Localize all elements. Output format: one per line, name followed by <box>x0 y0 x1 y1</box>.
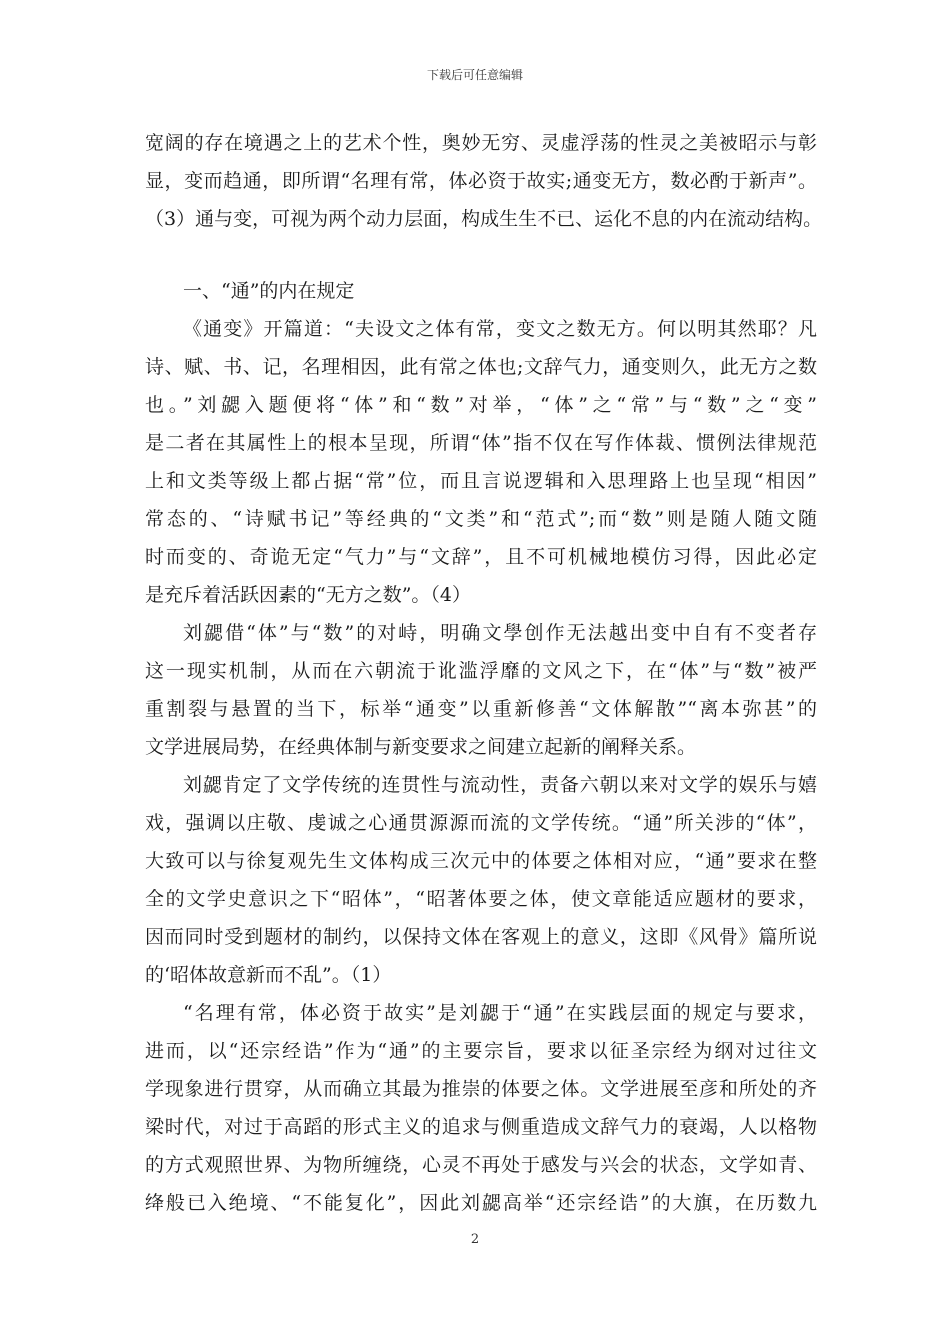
text-line: 诗、赋、书、记，名理相因，此有常之体也;文辞气力，通变则久，此无方之数 <box>145 356 817 378</box>
text-line: 显，变而趋通，即所谓“名理有常，体必资于故实;通变无方，数必酌于新声”。 <box>145 170 817 192</box>
text-line: 文学进展局势，在经典体制与新变要求之间建立起新的阐释关系。 <box>145 736 697 758</box>
text-line: 全的文学史意识之下“昭体”，“昭著体要之体，使文章能适应题材的要求， <box>145 888 817 910</box>
text-line: 是充斥着活跃因素的“无方之数”。（4） <box>145 584 472 606</box>
text-line: 《通变》开篇道：“夫设文之体有常，变文之数无方。何以明其然耶？凡 <box>183 318 817 340</box>
page-header: 下载后可任意编辑 <box>426 68 523 82</box>
text-line: 因而同时受到题材的制约，以保持文体在客观上的意义，这即《风骨》篇所说 <box>145 926 817 948</box>
text-line: 学现象进行贯穿，从而确立其最为推崇的体要之体。文学进展至彦和所处的齐 <box>145 1078 817 1100</box>
document-body <box>145 124 823 1222</box>
text-line: 戏，强调以庄敬、虔诚之心通贯源源而流的文学传统。“通”所关涉的“体”， <box>145 812 817 834</box>
text-line: 绛般已入绝境、“不能复化”，因此刘勰高举“还宗经诰”的大旗，在历数九 <box>145 1192 817 1214</box>
section-spacer <box>145 238 817 272</box>
text-line: 上和文类等级上都占据“常”位，而且言说逻辑和入思理路上也呈现“相因” <box>145 470 817 492</box>
text-line: 是二者在其属性上的根本呈现，所谓“体”指不仅在写作体裁、惯例法律规范 <box>145 432 817 454</box>
text-line: 常态的、“诗赋书记”等经典的“文类”和“范式”;而“数”则是随人随文随 <box>145 508 817 530</box>
section-heading: 一、“通”的内在规定 <box>183 280 355 302</box>
text-line: 时而变的、奇诡无定“气力”与“文辞”，且不可机械地模仿习得，因此必定 <box>145 546 817 568</box>
text-line: 也。”刘勰入题便将“体”和“数”对举，“体”之“常”与“数”之“变” <box>145 394 817 416</box>
text-line: 大致可以与徐复观先生文体构成三次元中的体要之体相对应，“通”要求在整 <box>145 850 817 872</box>
text-line: 这一现实机制，从而在六朝流于讹滥浮靡的文风之下，在“体”与“数”被严 <box>145 660 817 682</box>
text-line: 进而，以“还宗经诰”作为“通”的主要宗旨，要求以征圣宗经为纲对过往文 <box>145 1040 817 1062</box>
text-line: 的‘昭体故意新而不乱”。（1） <box>145 964 392 986</box>
text-line: 的方式观照世界、为物所缠绕，心灵不再处于感发与兴会的状态，文学如青、 <box>145 1154 817 1176</box>
text-line: “名理有常，体必资于故实”是刘勰于“通”在实践层面的规定与要求， <box>183 1002 817 1024</box>
text-line: 刘勰借“体”与“数”的对峙，明确文學创作无法越出变中自有不变者存 <box>183 622 817 644</box>
text-line: 宽阔的存在境遇之上的艺术个性，奥妙无穷、灵虚浮荡的性灵之美被昭示与彰 <box>145 132 817 154</box>
text-line: （3）通与变，可视为两个动力层面，构成生生不已、运化不息的内在流动结构。 <box>145 208 823 230</box>
text-line: 刘勰肯定了文学传统的连贯性与流动性，责备六朝以来对文学的娱乐与嬉 <box>183 774 817 796</box>
text-line: 梁时代，对过于高蹈的形式主义的追求与侧重造成文辞气力的衰竭，人以格物 <box>145 1116 817 1138</box>
text-line: 重割裂与悬置的当下，标举“通变”以重新修善“文体解散”“离本弥甚”的 <box>145 698 817 720</box>
page-number: 2 <box>470 1232 480 1247</box>
